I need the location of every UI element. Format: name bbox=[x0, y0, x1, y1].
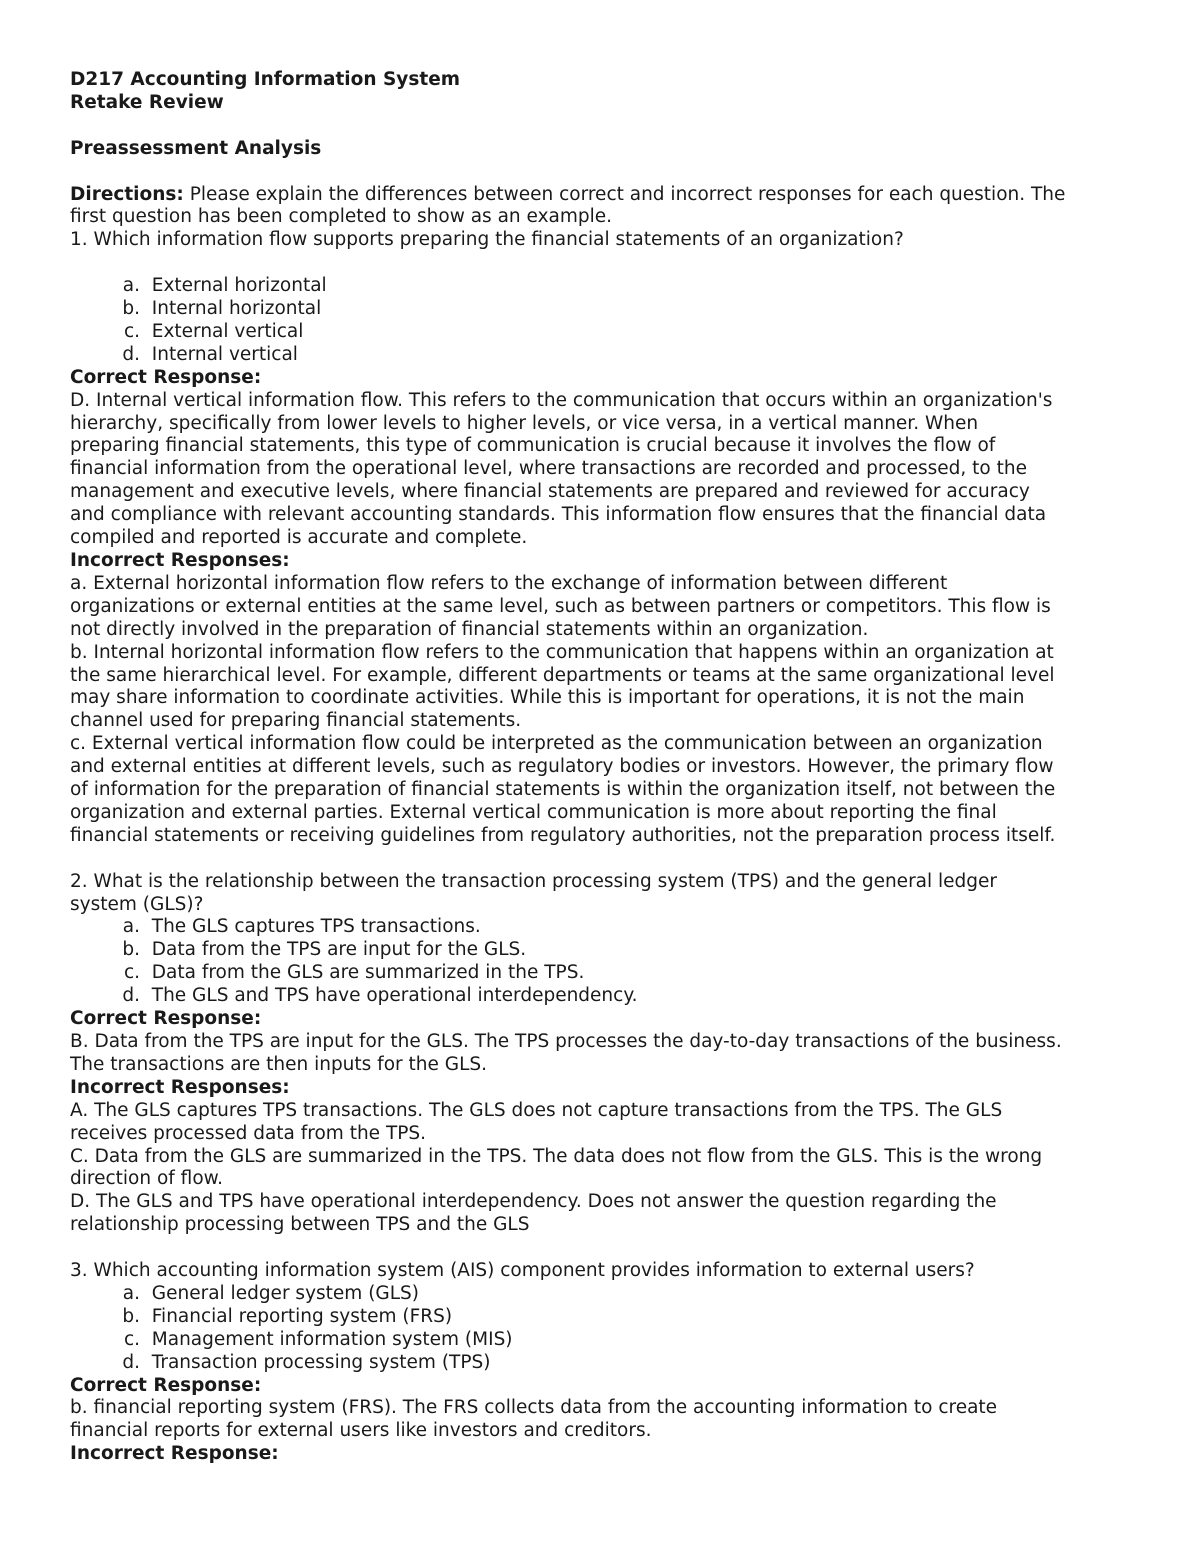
question-1: 1. Which information flow supports preparing the financial statements of an organization? bbox=[70, 229, 904, 251]
body-line: the same hierarchical level. For example, different departments or teams at the same organizational level bbox=[70, 664, 1055, 686]
option-letter: a. bbox=[122, 916, 140, 938]
question-2-cont: system (GLS)? bbox=[70, 893, 204, 915]
option-item bbox=[70, 298, 1140, 321]
correct-response-label: Correct Response: bbox=[70, 1374, 262, 1396]
question-3: 3. Which accounting information system (AIS) component provides information to external users? bbox=[70, 1260, 975, 1282]
option-text: External horizontal bbox=[151, 275, 327, 297]
question-1-options bbox=[70, 275, 1140, 367]
question-3-options bbox=[70, 1283, 1140, 1375]
option-letter: a. bbox=[122, 275, 140, 297]
option-text: Data from the GLS are summarized in the TPS. bbox=[151, 962, 585, 984]
body-line: management and executive levels, where financial statements are prepared and reviewed for accuracy bbox=[70, 481, 1030, 503]
option-item bbox=[70, 1352, 1140, 1375]
option-text: The GLS captures TPS transactions. bbox=[151, 916, 481, 938]
document-title: D217 Accounting Information System bbox=[70, 69, 461, 90]
option-item bbox=[70, 1283, 1140, 1306]
option-item bbox=[70, 962, 1140, 985]
incorrect-response-label: Incorrect Response: bbox=[70, 1443, 279, 1465]
body-line: b. financial reporting system (FRS). The FRS collects data from the accounting information to create bbox=[70, 1397, 998, 1419]
option-text: General ledger system (GLS) bbox=[151, 1282, 420, 1304]
correct-response-label: Correct Response: bbox=[70, 1008, 262, 1030]
option-text: Internal horizontal bbox=[151, 298, 322, 320]
option-letter: d. bbox=[122, 1351, 140, 1373]
option-letter: c. bbox=[123, 962, 140, 984]
body-line: A. The GLS captures TPS transactions. The GLS does not capture transactions from the TPS. The GLS bbox=[70, 1099, 1003, 1121]
option-text: External vertical bbox=[151, 320, 304, 342]
directions-line-2: first question has been completed to show as an example. bbox=[70, 206, 613, 228]
option-item bbox=[70, 939, 1140, 962]
body-line: C. Data from the GLS are summarized in the TPS. The data does not flow from the GLS. This is the wrong bbox=[70, 1145, 1043, 1167]
option-text: Transaction processing system (TPS) bbox=[151, 1351, 491, 1373]
option-letter: c. bbox=[123, 1328, 140, 1350]
body-line: organizations or external entities at the same level, such as between partners or competitors. This flow is bbox=[70, 595, 1051, 617]
option-letter: a. bbox=[122, 1282, 140, 1304]
option-letter: c. bbox=[123, 320, 140, 342]
option-item bbox=[70, 1306, 1140, 1329]
body-line: hierarchy, specifically from lower levels to higher levels, or vice versa, in a vertical manner. When bbox=[70, 412, 979, 434]
body-line: b. Internal horizontal information flow refers to the communication that happens within an organization at bbox=[70, 641, 1054, 663]
body-line: B. Data from the TPS are input for the GLS. The TPS processes the day-to-day transactions of the business. bbox=[70, 1031, 1062, 1052]
incorrect-responses-label: Incorrect Responses: bbox=[70, 1076, 290, 1098]
option-item bbox=[70, 344, 1140, 367]
question-2-options bbox=[70, 916, 1140, 1008]
option-item bbox=[70, 1329, 1140, 1352]
body-line: and compliance with relevant accounting standards. This information flow ensures that the financial data bbox=[70, 504, 1047, 526]
body-line: a. External horizontal information flow refers to the exchange of information between different bbox=[70, 572, 948, 594]
option-item bbox=[70, 275, 1140, 298]
body-line: financial statements or receiving guidelines from regulatory authorities, not the preparation process itself. bbox=[70, 824, 1056, 846]
correct-response-label: Correct Response: bbox=[70, 366, 262, 388]
body-line: and external entities at different levels, such as regulatory bodies or investors. However, the primary flow bbox=[70, 756, 1054, 778]
body-line: D. The GLS and TPS have operational interdependency. Does not answer the question regarding the bbox=[70, 1191, 997, 1213]
incorrect-responses-label: Incorrect Responses: bbox=[70, 549, 290, 571]
body-line: not directly involved in the preparation of financial statements within an organization. bbox=[70, 618, 869, 640]
option-item bbox=[70, 916, 1140, 939]
body-line: of information for the preparation of financial statements is within the organization itself, not between the bbox=[70, 779, 1056, 801]
option-text: Financial reporting system (FRS) bbox=[151, 1305, 453, 1327]
body-line: organization and external parties. External vertical communication is more about reporting the final bbox=[70, 801, 997, 823]
body-line: The transactions are then inputs for the GLS. bbox=[70, 1053, 488, 1075]
option-text: Management information system (MIS) bbox=[151, 1328, 513, 1350]
body-line: financial reports for external users like investors and creditors. bbox=[70, 1420, 652, 1442]
document-subtitle: Retake Review bbox=[70, 91, 224, 113]
body-line: channel used for preparing financial statements. bbox=[70, 710, 522, 732]
directions-label: Directions: bbox=[70, 183, 184, 205]
option-letter: b. bbox=[122, 939, 140, 961]
directions-line-1 bbox=[70, 184, 1140, 207]
body-line: compiled and reported is accurate and complete. bbox=[70, 527, 528, 549]
body-line: preparing financial statements, this type of communication is crucial because it involves the flow of bbox=[70, 435, 996, 457]
option-item bbox=[70, 985, 1140, 1008]
option-letter: b. bbox=[122, 1305, 140, 1327]
body-line: direction of flow. bbox=[70, 1168, 223, 1190]
option-letter: d. bbox=[122, 985, 140, 1007]
option-text: Internal vertical bbox=[151, 343, 298, 365]
body-line: financial information from the operational level, where transactions are recorded and processed, to the bbox=[70, 458, 1027, 480]
body-line: relationship processing between TPS and the GLS bbox=[70, 1214, 530, 1236]
body-line: D. Internal vertical information flow. This refers to the communication that occurs within an organization's bbox=[70, 389, 1053, 411]
body-line: receives processed data from the TPS. bbox=[70, 1122, 427, 1144]
body-line: c. External vertical information flow could be interpreted as the communication between an organization bbox=[70, 733, 1043, 755]
directions-text-1: Please explain the differences between correct and incorrect responses for each question. The bbox=[183, 183, 1066, 205]
body-line: may share information to coordinate activities. While this is important for operations, it is not the main bbox=[70, 687, 1025, 709]
question-2: 2. What is the relationship between the transaction processing system (TPS) and the general ledger bbox=[70, 870, 998, 892]
option-letter: b. bbox=[122, 298, 140, 320]
option-text: The GLS and TPS have operational interdependency. bbox=[151, 985, 638, 1007]
option-text: Data from the TPS are input for the GLS. bbox=[151, 939, 527, 961]
option-letter: d. bbox=[122, 343, 140, 365]
option-item bbox=[70, 321, 1140, 344]
section-heading: Preassessment Analysis bbox=[70, 137, 322, 159]
